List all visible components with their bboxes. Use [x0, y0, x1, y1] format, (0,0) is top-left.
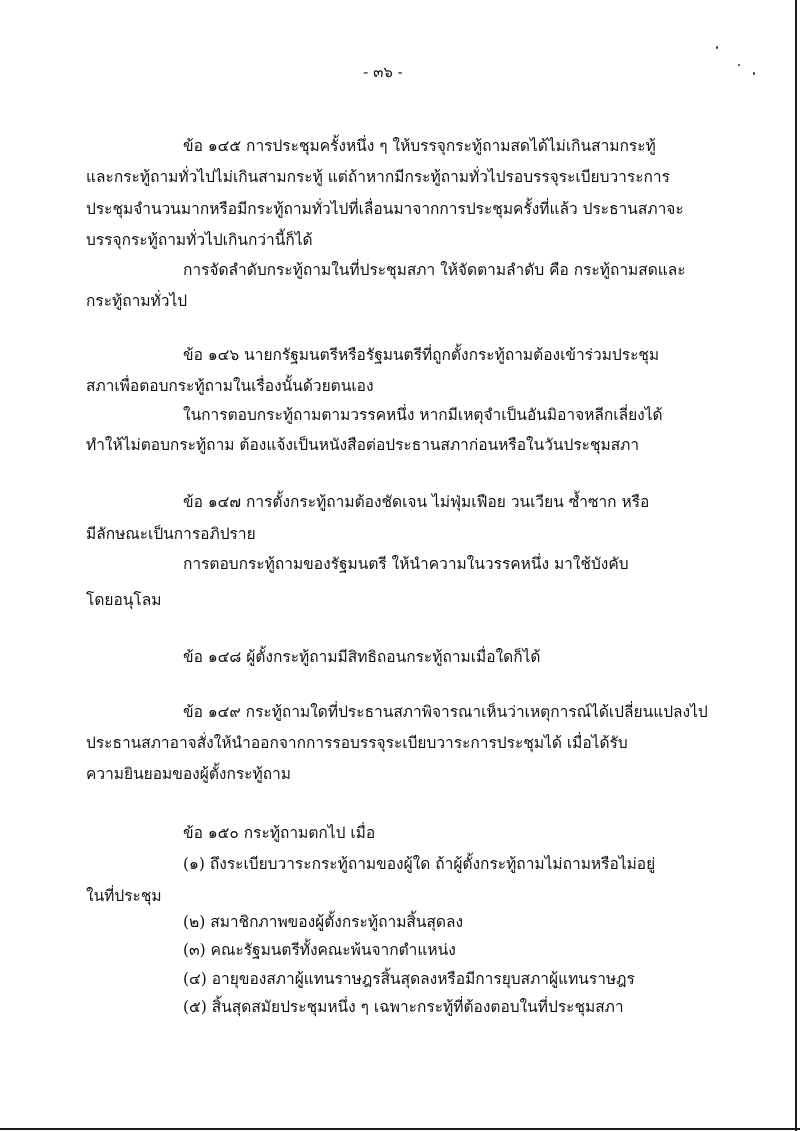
s150-line-4: (๒) สมาชิกภาพของผู้ตั้งกระทู้ถามสิ้นสุดลง — [183, 913, 464, 931]
s150-line-7: (๕) สิ้นสุดสมัยประชุมหนึ่ง ๆ เฉพาะกระทู้ที่ต้องตอบในที่ประชุมสภา — [183, 998, 624, 1016]
s150-line-5: (๓) คณะรัฐมนตรีทั้งคณะพ้นจากตำแหน่ง — [183, 941, 456, 959]
s145-line-6: กระทู้ถามทั่วไป — [86, 292, 188, 310]
s149-line-3: ความยินยอมของผู้ตั้งกระทู้ถาม — [86, 765, 292, 783]
s150-line-3: ในที่ประชุม — [86, 887, 162, 905]
s146-line-2: สภาเพื่อตอบกระทู้ถามในเรื่องนั้นด้วยตนเอง — [86, 377, 374, 395]
s150-line-1: ข้อ ๑๕๐ กระทู้ถามตกไป เมื่อ — [183, 824, 376, 842]
s149-line-1: ข้อ ๑๔๙ กระทู้ถามใดที่ประธานสภาพิจารณาเห็นว่าเหตุการณ์ได้เปลี่ยนแปลงไป — [183, 703, 708, 721]
s145-line-5: การจัดลำดับกระทู้ถามในที่ประชุมสภา ให้จัดตามลำดับ คือ กระทู้ถามสดและ — [183, 261, 686, 279]
page-number: - ๓๖ - — [363, 63, 403, 81]
scan-speck — [716, 46, 718, 49]
s146-line-1: ข้อ ๑๔๖ นายกรัฐมนตรีหรือรัฐมนตรีที่ถูกตั้งกระทู้ถามต้องเข้าร่วมประชุม — [183, 346, 660, 364]
s145-line-2: และกระทู้ถามทั่วไปไม่เกินสามกระทู้ แต่ถ้าหากมีกระทู้ถามทั่วไปรอบรรจุระเบียบวาระการ — [86, 168, 670, 186]
s147-line-4: โดยอนุโลม — [86, 591, 162, 609]
s147-line-1: ข้อ ๑๔๗ การตั้งกระทู้ถามต้องชัดเจน ไม่ฟุ่มเฟือย วนเวียน ซ้ำซาก หรือ — [183, 493, 650, 511]
s148-line-1: ข้อ ๑๔๘ ผู้ตั้งกระทู้ถามมีสิทธิถอนกระทู้ถามเมื่อใดก็ได้ — [183, 648, 541, 666]
s149-line-2: ประธานสภาอาจสั่งให้นำออกจากการรอบรรจุระเบียบวาระการประชุมได้ เมื่อได้รับ — [86, 734, 628, 752]
s147-line-3: การตอบกระทู้ถามของรัฐมนตรี ให้นำความในวรรคหนึ่ง มาใช้บังคับ — [183, 555, 629, 573]
s145-line-3: ประชุมจำนวนมากหรือมีกระทู้ถามทั่วไปที่เลื่อนมาจากการประชุมครั้งที่แล้ว ประธานสภาจะ — [86, 200, 684, 218]
s145-line-4: บรรจุกระทู้ถามทั่วไปเกินกว่านี้ก็ได้ — [86, 231, 313, 249]
s145-line-1: ข้อ ๑๔๕ การประชุมครั้งหนึ่ง ๆ ให้บรรจุกระทู้ถามสดได้ไม่เกินสามกระทู้ — [183, 137, 656, 155]
scan-edge-bottom — [0, 1128, 800, 1130]
s150-line-2: (๑) ถึงระเบียบวาระกระทู้ถามของผู้ใด ถ้าผู้ตั้งกระทู้ถามไม่ถามหรือไม่อยู่ — [183, 855, 656, 873]
s146-line-3: ในการตอบกระทู้ถามตามวรรคหนึ่ง หากมีเหตุจำเป็นอันมิอาจหลีกเลี่ยงได้ — [183, 406, 663, 424]
s147-line-2: มีลักษณะเป็นการอภิปราย — [86, 525, 256, 543]
s150-line-6: (๔) อายุของสภาผู้แทนราษฎรสิ้นสุดลงหรือมีการยุบสภาผู้แทนราษฎร — [183, 970, 635, 988]
s146-line-4: ทำให้ไม่ตอบกระทู้ถาม ต้องแจ้งเป็นหนังสือต่อประธานสภาก่อนหรือในวันประชุมสภา — [86, 436, 640, 454]
scan-edge-right — [795, 0, 797, 1131]
